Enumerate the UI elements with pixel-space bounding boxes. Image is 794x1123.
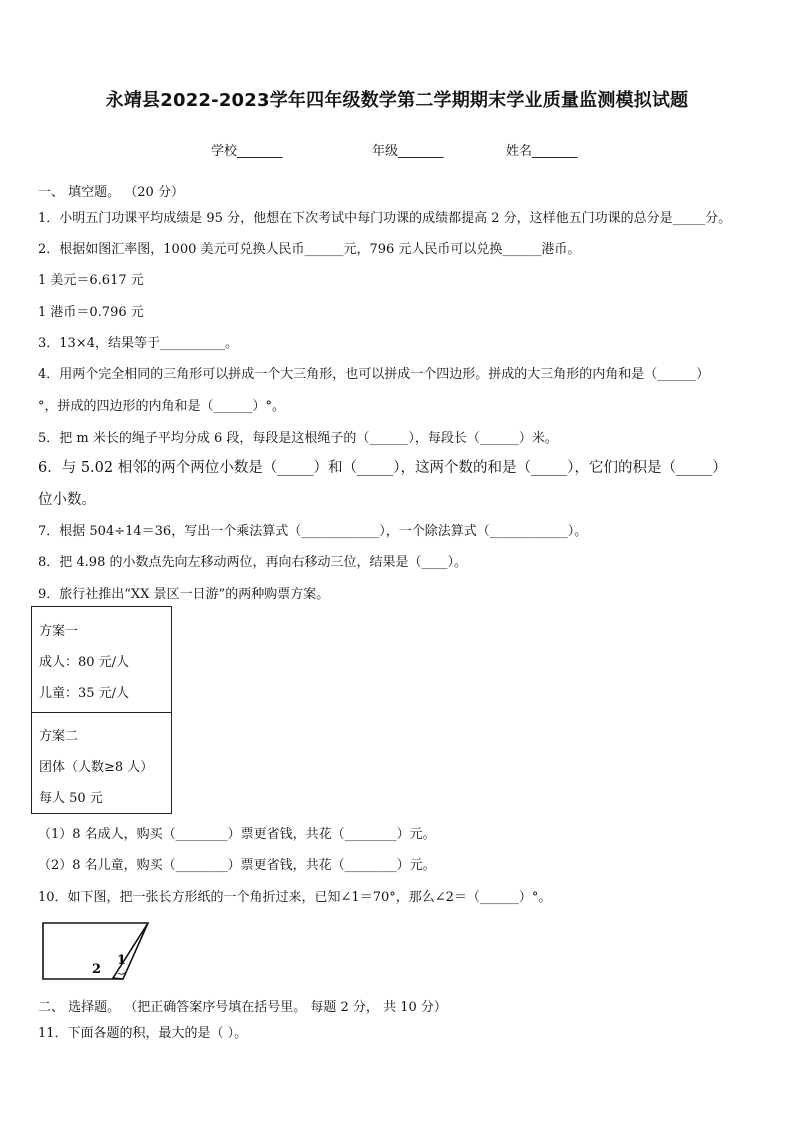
name-field: 姓名_______: [506, 144, 578, 159]
question-9-part-1: （1）8 名成人，购买（________）票更省钱，共花（________）元。: [38, 827, 436, 842]
question-6-line-1: 6．与 5.02 相邻的两个两位小数是（_____）和（_____），这两个数的和是（_____），它们的积是（_____）: [38, 460, 727, 476]
exchange-rate-usd: 1 美元＝6.617 元: [38, 273, 144, 288]
question-2: 2．根据如图汇率图，1000 美元可兑换人民币______元，796 元人民币可以兑换______港币。: [38, 242, 581, 257]
question-9-part-2: （2）8 名儿童，购买（________）票更省钱，共花（________）元。: [38, 858, 436, 873]
question-4-line-1: 4．用两个完全相同的三角形可以拼成一个大三角形，也可以拼成一个四边形。拼成的大三角形的内角和是（______）: [38, 367, 710, 382]
plan-2-title: 方案二: [39, 729, 79, 744]
angle-1-label: 1: [117, 953, 127, 968]
folded-rectangle-figure: [38, 916, 153, 984]
section-fill-blank-heading: 一、 填空题。 （20 分）: [38, 185, 184, 200]
plan-1-child-price: 儿童：35 元/人: [39, 686, 130, 701]
question-9: 9．旅行社推出“XX 景区一日游”的两种购票方案。: [38, 587, 330, 602]
page-title: 永靖县2022-2023学年四年级数学第二学期期末学业质量监测模拟试题: [105, 90, 689, 111]
plan-1-adult-price: 成人：80 元/人: [39, 655, 130, 670]
school-field: 学校_______: [211, 144, 283, 159]
ticket-plans-table: [31, 606, 172, 814]
question-5: 5．把 m 米长的绳子平均分成 6 段，每段是这根绳子的（______），每段长（______）米。: [38, 431, 558, 446]
grade-field: 年级_______: [372, 144, 444, 159]
question-11: 11．下面各题的积，最大的是（ ）。: [38, 1026, 248, 1041]
question-10: 10．如下图，把一张长方形纸的一个角折过来，已知∠1＝70°，那么∠2＝（______）°。: [38, 890, 552, 905]
question-3: 3．13×4，结果等于__________。: [38, 336, 238, 351]
question-6-line-2: 位小数。: [38, 492, 96, 508]
exchange-rate-hkd: 1 港币＝0.796 元: [38, 305, 144, 320]
question-4-line-2: °，拼成的四边形的内角和是（______）°。: [38, 399, 286, 414]
fold-line: [113, 923, 148, 979]
plan-1-title: 方案一: [39, 624, 79, 639]
angle-arc: [118, 973, 125, 974]
angle-2-label: 2: [92, 962, 102, 977]
section-choice-heading: 二、 选择题。 （把正确答案序号填在括号里。 每题 2 分， 共 10 分）: [38, 1000, 447, 1015]
plan-divider: [32, 712, 171, 713]
question-1: 1．小明五门功课平均成绩是 95 分，他想在下次考试中每门功课的成绩都提高 2 分，这样他五门功课的总分是_____分。: [38, 211, 732, 226]
question-8: 8．把 4.98 的小数点先向左移动两位，再向右移动三位，结果是（____）。: [38, 555, 467, 570]
plan-2-price: 每人 50 元: [39, 791, 103, 806]
question-7: 7．根据 504÷14＝36，写出一个乘法算式（____________），一个除法算式（____________）。: [38, 524, 588, 539]
plan-2-group-rule: 团体（人数≥8 人）: [39, 760, 154, 775]
